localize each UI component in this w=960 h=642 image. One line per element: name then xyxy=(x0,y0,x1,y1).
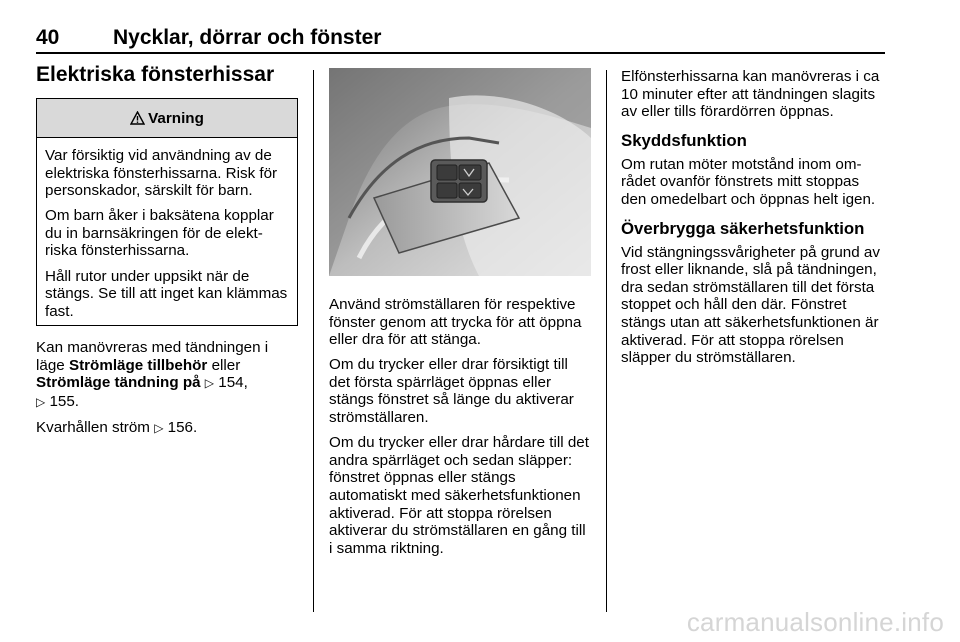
retained-power-paragraph: Kvarhållen ström ▷ 156. xyxy=(36,418,198,436)
section-title: Elektriska fönsterhissar xyxy=(36,63,275,86)
heading-override: Överbrygga säkerhetsfunktion xyxy=(621,218,865,238)
protection-paragraph: Om rutan möter motstånd inom området ovanför fönstrets mitt stoppas den omedelbart och öppnas helt igen. xyxy=(621,155,876,208)
column-middle xyxy=(329,296,593,565)
page-ref-link[interactable]: 154, xyxy=(218,374,248,392)
column-right xyxy=(621,68,887,374)
ignition-paragraph: Kan manövreras med tändningen i läge Strömläge tillbehör eller Strömläge tändning på ▷ 154, ▷ 155. xyxy=(36,339,269,410)
warning-title: Varning xyxy=(148,109,204,127)
warning-paragraph: Var försiktig vid användning av de elektriska fönsterhissarna. Risk för personskador, särskilt för barn. xyxy=(45,147,278,200)
switch-usage-paragraph: Använd strömställaren för respektive fönster genom att trycka för att öppna eller dra för att stänga. xyxy=(329,296,582,349)
after-ignition-paragraph: Elfönsterhissarna kan manövreras i ca 10 minuter efter att tändningen slagits av eller tills förardörren öppnas. xyxy=(621,68,880,121)
chapter-title: Nycklar, dörrar och fönster xyxy=(113,26,382,49)
page-ref-icon[interactable]: ▷ xyxy=(36,394,46,409)
page-ref-link[interactable]: 156. xyxy=(167,418,198,436)
mode-accessory: Strömläge tillbehör xyxy=(68,356,208,374)
warning-header xyxy=(37,99,297,138)
mode-ignition-on: Strömläge tändning på xyxy=(36,374,201,392)
header-rule xyxy=(36,52,885,54)
second-detent-paragraph: Om du trycker eller drar hårdare till det andra spärrläget och sedan släpper: fönstret öppnas eller stängs automatiskt med säkerhetsfunktionen aktiverad. För att stoppa rörelsen aktiverar du strömställaren en gång till i samma riktning. xyxy=(329,434,589,557)
first-detent-paragraph: Om du trycker eller drar försiktigt till det första spärrläget öppnas eller stängs fönstret så länge du aktiverar strömställaren. xyxy=(329,356,574,427)
warning-icon xyxy=(130,111,145,125)
page-number: 40 xyxy=(36,26,60,49)
window-switch-photo xyxy=(329,68,591,276)
door-switch-illustration xyxy=(329,68,591,276)
override-paragraph: Vid stängningssvårigheter på grund av frost eller liknande, slå på tändningen, dra sedan strömställaren till det första stoppet och håll den där. Fönstret stängs utan att säkerhetsfunktionen är aktiverad. För att stoppa rörelsen släpper du strömställaren. xyxy=(621,243,880,367)
warning-paragraph: Om barn åker i baksätena kopplar du in barnsäkringen för de elektriska fönsterhissarna. xyxy=(45,207,274,260)
page-ref-icon[interactable]: ▷ xyxy=(204,376,215,391)
column-divider-right xyxy=(606,70,607,612)
warning-box xyxy=(36,98,298,326)
watermark: carmanualsonline.info xyxy=(686,607,944,637)
column-left xyxy=(36,339,300,445)
page-ref-icon[interactable]: ▷ xyxy=(154,420,164,435)
heading-protection: Skyddsfunktion xyxy=(621,130,747,150)
page-ref-link[interactable]: 155. xyxy=(49,392,80,410)
warning-paragraph: Håll rutor under uppsikt när de stängs. Se till att inget kan klämmas fast. xyxy=(45,267,288,320)
column-divider-left xyxy=(313,70,314,612)
